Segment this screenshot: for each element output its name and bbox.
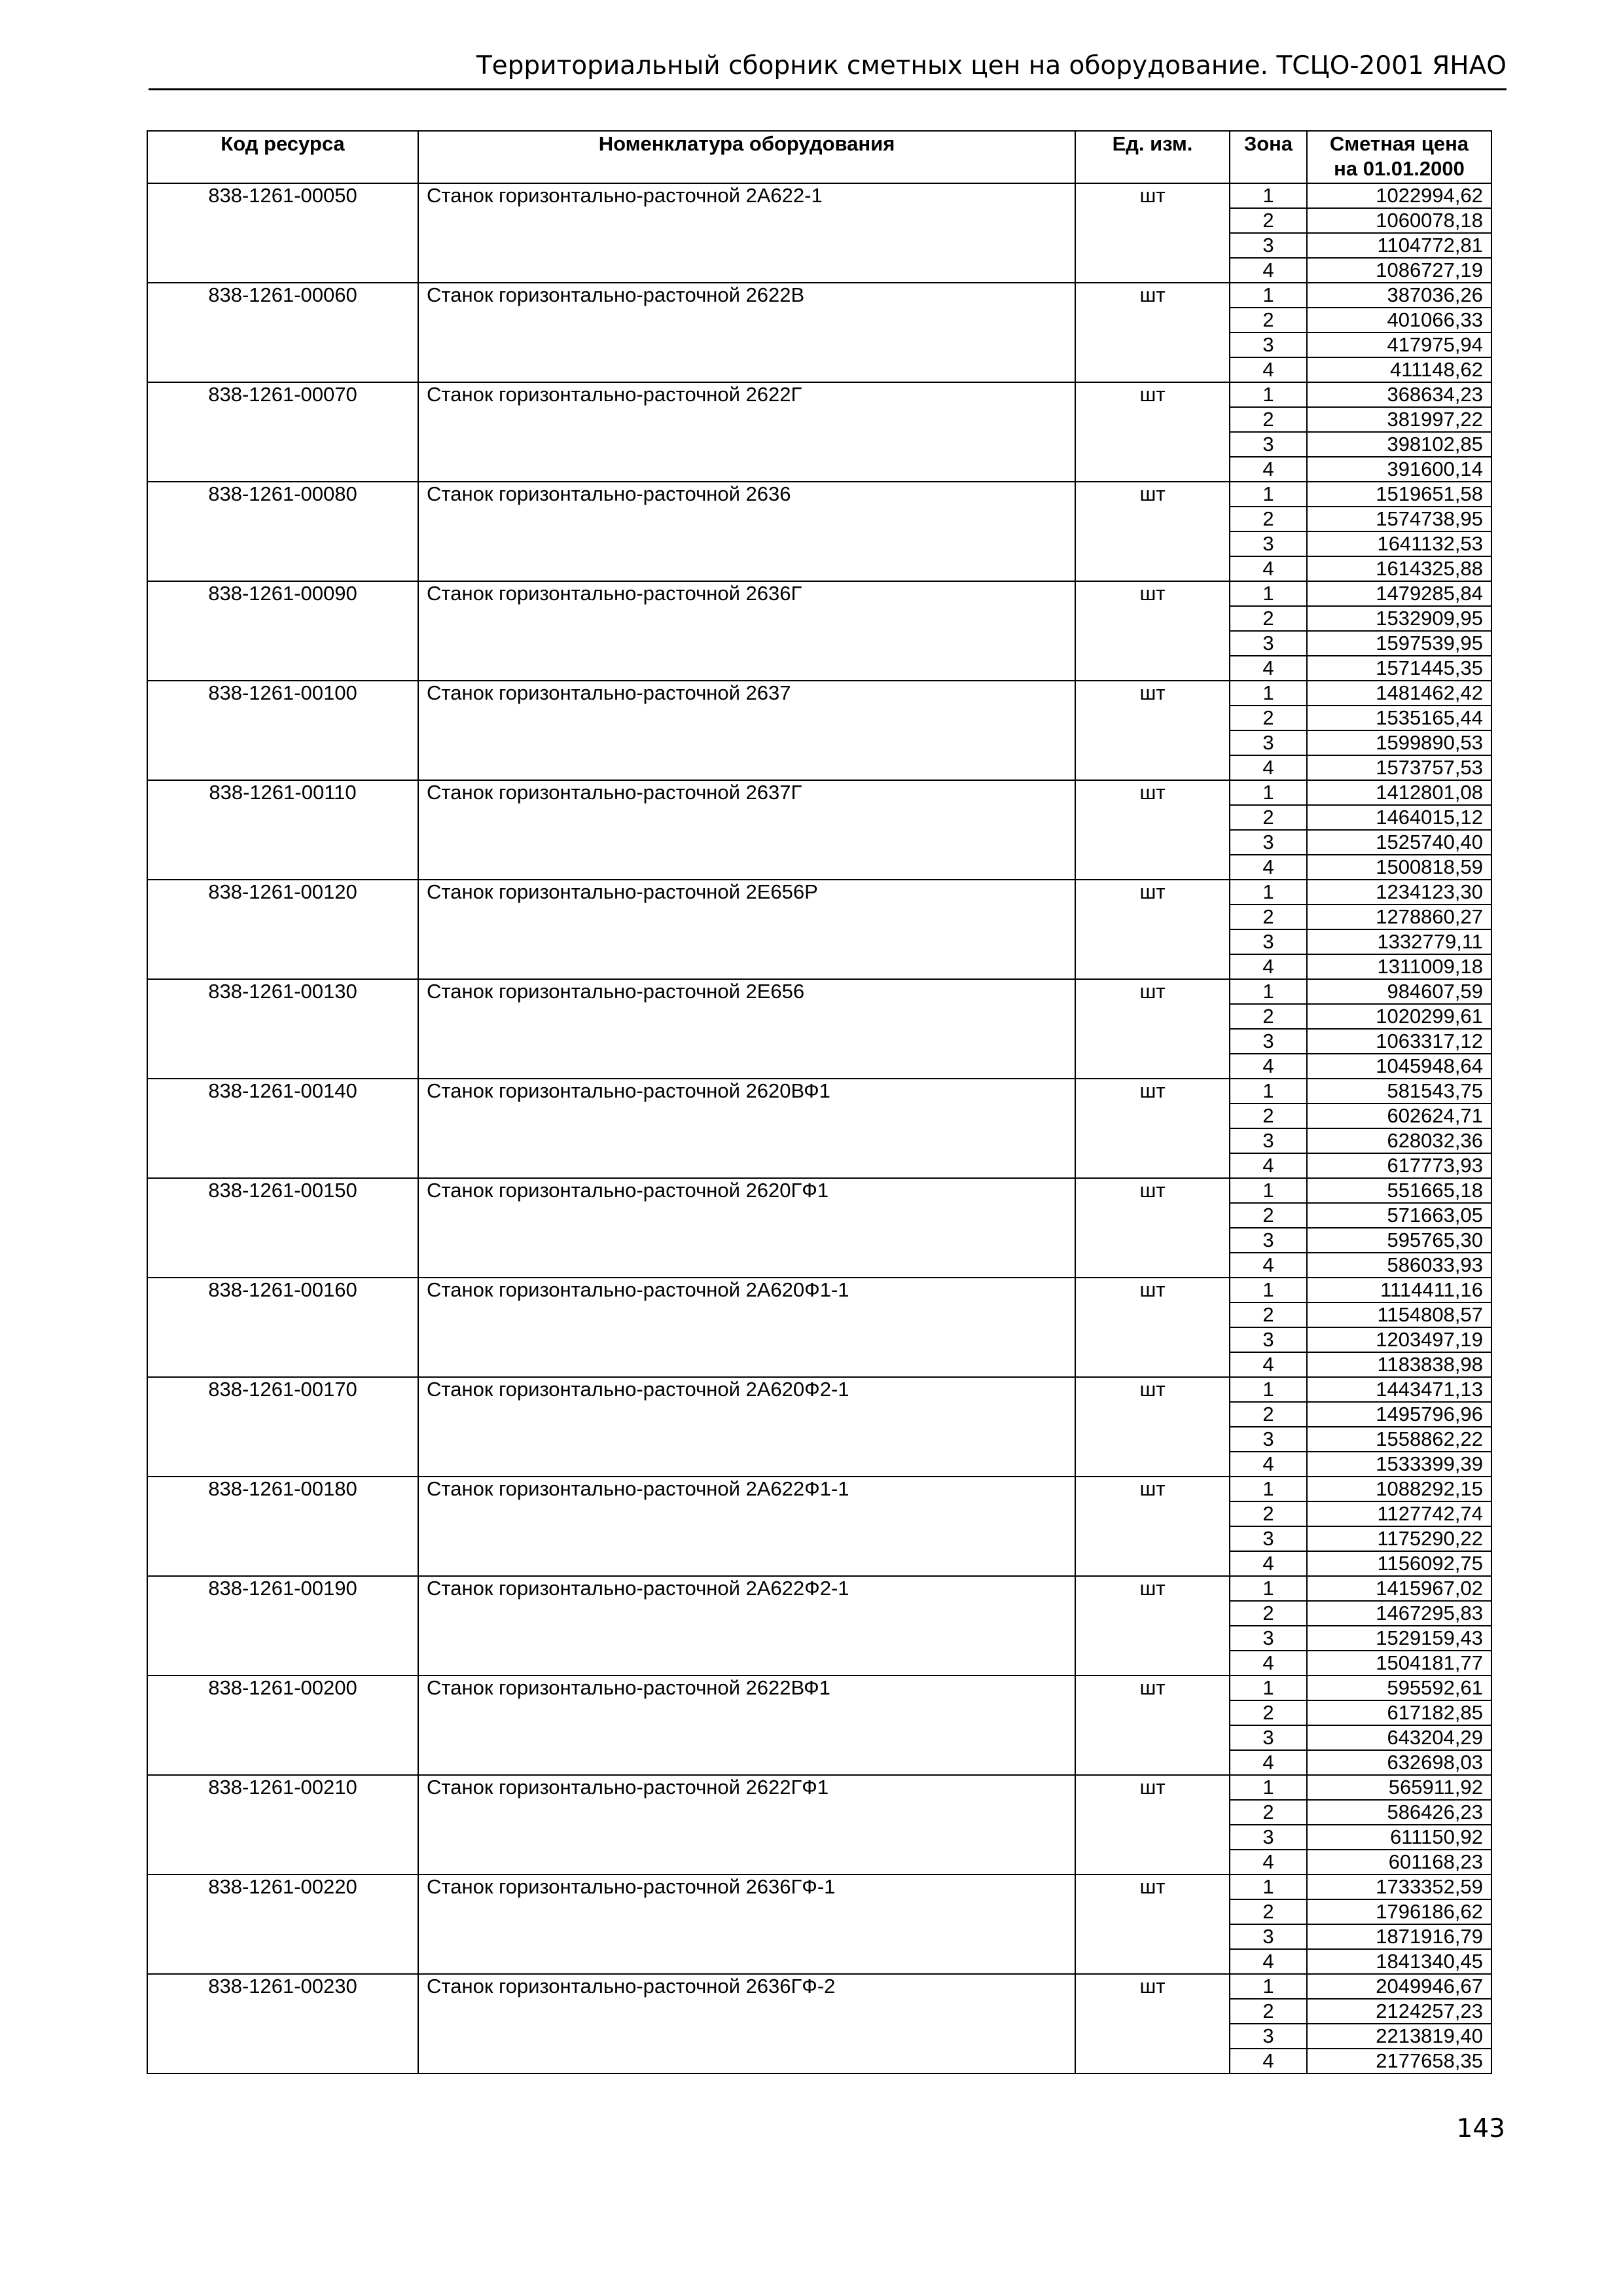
zone-cell: 2: [1230, 905, 1307, 929]
zone-cell: 3: [1230, 1228, 1307, 1253]
equipment-name-cell: Станок горизонтально-расточной 2620ВФ1: [418, 1079, 1075, 1178]
resource-code-cell: 838-1261-00210: [147, 1775, 418, 1874]
table-row: [147, 1079, 1491, 1103]
equipment-name-cell: Станок горизонтально-расточной 2Е656Р: [418, 880, 1075, 979]
resource-code-cell: 838-1261-00110: [147, 780, 418, 880]
resource-code-cell: 838-1261-00160: [147, 1278, 418, 1377]
price-cell: 1641132,53: [1307, 531, 1491, 556]
price-cell: 1020299,61: [1307, 1004, 1491, 1029]
unit-cell: шт: [1075, 1576, 1230, 1676]
price-cell: 387036,26: [1307, 283, 1491, 308]
zone-cell: 3: [1230, 1825, 1307, 1850]
price-cell: 1733352,59: [1307, 1874, 1491, 1899]
price-cell: 586033,93: [1307, 1253, 1491, 1278]
price-cell: 595765,30: [1307, 1228, 1491, 1253]
resource-code-cell: 838-1261-00120: [147, 880, 418, 979]
resource-code-cell: 838-1261-00180: [147, 1477, 418, 1576]
zone-cell: 1: [1230, 1576, 1307, 1601]
price-cell: 551665,18: [1307, 1178, 1491, 1203]
price-cell: 628032,36: [1307, 1128, 1491, 1153]
zone-cell: 4: [1230, 1452, 1307, 1477]
price-cell: 632698,03: [1307, 1750, 1491, 1775]
zone-cell: 2: [1230, 407, 1307, 432]
zone-cell: 3: [1230, 233, 1307, 258]
price-cell: 1412801,08: [1307, 780, 1491, 805]
resource-code-cell: 838-1261-00050: [147, 183, 418, 283]
zone-cell: 1: [1230, 1377, 1307, 1402]
price-cell: 602624,71: [1307, 1103, 1491, 1128]
unit-cell: шт: [1075, 382, 1230, 482]
zone-cell: 4: [1230, 556, 1307, 581]
zone-cell: 1: [1230, 1079, 1307, 1103]
zone-cell: 2: [1230, 805, 1307, 830]
zone-cell: 4: [1230, 2049, 1307, 2073]
table-row: [147, 880, 1491, 905]
price-cell: 1597539,95: [1307, 631, 1491, 656]
price-cell: 1060078,18: [1307, 208, 1491, 233]
zone-cell: 3: [1230, 1924, 1307, 1949]
table-header-row: [147, 131, 1491, 183]
unit-cell: шт: [1075, 283, 1230, 382]
price-cell: 1532909,95: [1307, 606, 1491, 631]
table-row: [147, 1178, 1491, 1203]
equipment-name-cell: Станок горизонтально-расточной 2А622-1: [418, 183, 1075, 283]
price-cell: 1571445,35: [1307, 656, 1491, 681]
zone-cell: 2: [1230, 606, 1307, 631]
resource-code-cell: 838-1261-00060: [147, 283, 418, 382]
unit-cell: шт: [1075, 581, 1230, 681]
equipment-name-cell: Станок горизонтально-расточной 2А620Ф1-1: [418, 1278, 1075, 1377]
zone-cell: 4: [1230, 1352, 1307, 1377]
equipment-name-cell: Станок горизонтально-расточной 2А622Ф1-1: [418, 1477, 1075, 1576]
zone-cell: 4: [1230, 1949, 1307, 1974]
price-cell: 391600,14: [1307, 457, 1491, 482]
zone-cell: 4: [1230, 954, 1307, 979]
unit-cell: шт: [1075, 1079, 1230, 1178]
zone-cell: 4: [1230, 1850, 1307, 1874]
price-cell: 401066,33: [1307, 308, 1491, 332]
table-row: [147, 780, 1491, 805]
equipment-name-cell: Станок горизонтально-расточной 2620ГФ1: [418, 1178, 1075, 1278]
price-cell: 1415967,02: [1307, 1576, 1491, 1601]
unit-cell: шт: [1075, 183, 1230, 283]
zone-cell: 3: [1230, 1526, 1307, 1551]
zone-cell: 4: [1230, 755, 1307, 780]
unit-cell: шт: [1075, 681, 1230, 780]
zone-cell: 3: [1230, 830, 1307, 855]
unit-cell: шт: [1075, 1974, 1230, 2073]
price-cell: 1088292,15: [1307, 1477, 1491, 1501]
table-row: [147, 1874, 1491, 1899]
zone-cell: 2: [1230, 1999, 1307, 2024]
resource-code-cell: 838-1261-00070: [147, 382, 418, 482]
price-cell: 1203497,19: [1307, 1327, 1491, 1352]
zone-cell: 4: [1230, 1054, 1307, 1079]
price-cell: 1533399,39: [1307, 1452, 1491, 1477]
zone-cell: 3: [1230, 1626, 1307, 1651]
zone-cell: 1: [1230, 1874, 1307, 1899]
zone-cell: 1: [1230, 1178, 1307, 1203]
zone-cell: 3: [1230, 1725, 1307, 1750]
resource-code-cell: 838-1261-00130: [147, 979, 418, 1079]
zone-cell: 1: [1230, 283, 1307, 308]
zone-cell: 4: [1230, 656, 1307, 681]
unit-cell: шт: [1075, 1278, 1230, 1377]
price-cell: 2049946,67: [1307, 1974, 1491, 1999]
price-cell: 2124257,23: [1307, 1999, 1491, 2024]
equipment-name-cell: Станок горизонтально-расточной 2636ГФ-1: [418, 1874, 1075, 1974]
unit-cell: шт: [1075, 1775, 1230, 1874]
table-row: [147, 681, 1491, 706]
resource-code-cell: 838-1261-00080: [147, 482, 418, 581]
price-cell: 617182,85: [1307, 1700, 1491, 1725]
table-row: [147, 581, 1491, 606]
page-number: 143: [1456, 2114, 1505, 2144]
price-cell: 368634,23: [1307, 382, 1491, 407]
price-cell: 1443471,13: [1307, 1377, 1491, 1402]
price-cell: 1175290,22: [1307, 1526, 1491, 1551]
zone-cell: 4: [1230, 1153, 1307, 1178]
resource-code-cell: 838-1261-00200: [147, 1676, 418, 1775]
price-cell: 1519651,58: [1307, 482, 1491, 507]
column-header-price: Сметная цена на 01.01.2000: [1307, 131, 1491, 183]
zone-cell: 2: [1230, 1899, 1307, 1924]
equipment-name-cell: Станок горизонтально-расточной 2637: [418, 681, 1075, 780]
price-cell: 1535165,44: [1307, 706, 1491, 730]
price-cell: 1841340,45: [1307, 1949, 1491, 1974]
resource-code-cell: 838-1261-00230: [147, 1974, 418, 2073]
table-row: [147, 283, 1491, 308]
unit-cell: шт: [1075, 1874, 1230, 1974]
table-row: [147, 183, 1491, 208]
zone-cell: 3: [1230, 332, 1307, 357]
table-row: [147, 1377, 1491, 1402]
price-cell: 1525740,40: [1307, 830, 1491, 855]
document-title: Территориальный сборник сметных цен на оборудование. ТСЦО-2001 ЯНАО: [476, 51, 1507, 81]
zone-cell: 4: [1230, 258, 1307, 283]
price-cell: 1481462,42: [1307, 681, 1491, 706]
price-cell: 1022994,62: [1307, 183, 1491, 208]
price-cell: 1464015,12: [1307, 805, 1491, 830]
equipment-name-cell: Станок горизонтально-расточной 2622ВФ1: [418, 1676, 1075, 1775]
zone-cell: 1: [1230, 382, 1307, 407]
price-cell: 1558862,22: [1307, 1427, 1491, 1452]
price-cell: 1127742,74: [1307, 1501, 1491, 1526]
price-cell: 1871916,79: [1307, 1924, 1491, 1949]
price-cell: 1063317,12: [1307, 1029, 1491, 1054]
zone-cell: 3: [1230, 1029, 1307, 1054]
equipment-name-cell: Станок горизонтально-расточной 2637Г: [418, 780, 1075, 880]
zone-cell: 1: [1230, 780, 1307, 805]
column-header-unit: Ед. изм.: [1075, 131, 1230, 183]
table-row: [147, 1477, 1491, 1501]
zone-cell: 1: [1230, 1775, 1307, 1800]
zone-cell: 2: [1230, 1501, 1307, 1526]
price-cell: 595592,61: [1307, 1676, 1491, 1700]
equipment-name-cell: Станок горизонтально-расточной 2636ГФ-2: [418, 1974, 1075, 2073]
price-cell: 1500818,59: [1307, 855, 1491, 880]
price-cell: 1529159,43: [1307, 1626, 1491, 1651]
price-cell: 586426,23: [1307, 1800, 1491, 1825]
price-cell: 1154808,57: [1307, 1302, 1491, 1327]
table-row: [147, 1278, 1491, 1302]
price-cell: 1479285,84: [1307, 581, 1491, 606]
price-cell: 1495796,96: [1307, 1402, 1491, 1427]
zone-cell: 3: [1230, 929, 1307, 954]
price-cell: 1332779,11: [1307, 929, 1491, 954]
equipment-name-cell: Станок горизонтально-расточной 2622В: [418, 283, 1075, 382]
unit-cell: шт: [1075, 1477, 1230, 1576]
table-body: [147, 183, 1491, 2073]
zone-cell: 4: [1230, 1551, 1307, 1576]
zone-cell: 1: [1230, 979, 1307, 1004]
resource-code-cell: 838-1261-00220: [147, 1874, 418, 1974]
zone-cell: 3: [1230, 1327, 1307, 1352]
zone-cell: 2: [1230, 1203, 1307, 1228]
zone-cell: 4: [1230, 457, 1307, 482]
unit-cell: шт: [1075, 1178, 1230, 1278]
equipment-name-cell: Станок горизонтально-расточной 2А622Ф2-1: [418, 1576, 1075, 1676]
equipment-name-cell: Станок горизонтально-расточной 2Е656: [418, 979, 1075, 1079]
price-cell: 617773,93: [1307, 1153, 1491, 1178]
table-row: [147, 1676, 1491, 1700]
zone-cell: 4: [1230, 855, 1307, 880]
price-cell: 417975,94: [1307, 332, 1491, 357]
zone-cell: 2: [1230, 308, 1307, 332]
zone-cell: 3: [1230, 432, 1307, 457]
zone-cell: 4: [1230, 357, 1307, 382]
table-row: [147, 1775, 1491, 1800]
zone-cell: 1: [1230, 1477, 1307, 1501]
zone-cell: 3: [1230, 631, 1307, 656]
price-cell: 1104772,81: [1307, 233, 1491, 258]
unit-cell: шт: [1075, 1676, 1230, 1775]
unit-cell: шт: [1075, 482, 1230, 581]
column-header-code: Код ресурса: [147, 131, 418, 183]
price-cell: 398102,85: [1307, 432, 1491, 457]
price-cell: 1796186,62: [1307, 1899, 1491, 1924]
unit-cell: шт: [1075, 780, 1230, 880]
price-cell: 984607,59: [1307, 979, 1491, 1004]
zone-cell: 2: [1230, 208, 1307, 233]
zone-cell: 1: [1230, 1974, 1307, 1999]
zone-cell: 2: [1230, 1302, 1307, 1327]
price-table: [147, 130, 1492, 2074]
price-cell: 1234123,30: [1307, 880, 1491, 905]
zone-cell: 1: [1230, 581, 1307, 606]
document-header: [149, 46, 1507, 90]
zone-cell: 4: [1230, 1750, 1307, 1775]
price-cell: 571663,05: [1307, 1203, 1491, 1228]
zone-cell: 1: [1230, 880, 1307, 905]
zone-cell: 3: [1230, 531, 1307, 556]
zone-cell: 2: [1230, 706, 1307, 730]
price-cell: 1183838,98: [1307, 1352, 1491, 1377]
zone-cell: 3: [1230, 2024, 1307, 2049]
unit-cell: шт: [1075, 1377, 1230, 1477]
price-cell: 581543,75: [1307, 1079, 1491, 1103]
price-cell: 1614325,88: [1307, 556, 1491, 581]
price-cell: 2213819,40: [1307, 2024, 1491, 2049]
price-cell: 1278860,27: [1307, 905, 1491, 929]
price-cell: 411148,62: [1307, 357, 1491, 382]
equipment-name-cell: Станок горизонтально-расточной 2622Г: [418, 382, 1075, 482]
zone-cell: 2: [1230, 1103, 1307, 1128]
zone-cell: 2: [1230, 1004, 1307, 1029]
table-row: [147, 1974, 1491, 1999]
price-cell: 1156092,75: [1307, 1551, 1491, 1576]
zone-cell: 3: [1230, 730, 1307, 755]
zone-cell: 4: [1230, 1253, 1307, 1278]
table-row: [147, 1576, 1491, 1601]
price-cell: 611150,92: [1307, 1825, 1491, 1850]
price-cell: 1114411,16: [1307, 1278, 1491, 1302]
price-cell: 1045948,64: [1307, 1054, 1491, 1079]
zone-cell: 1: [1230, 1676, 1307, 1700]
resource-code-cell: 838-1261-00090: [147, 581, 418, 681]
zone-cell: 1: [1230, 183, 1307, 208]
zone-cell: 1: [1230, 1278, 1307, 1302]
price-cell: 1086727,19: [1307, 258, 1491, 283]
zone-cell: 3: [1230, 1427, 1307, 1452]
resource-code-cell: 838-1261-00170: [147, 1377, 418, 1477]
zone-cell: 1: [1230, 482, 1307, 507]
price-cell: 1573757,53: [1307, 755, 1491, 780]
column-header-name: Номенклатура оборудования: [418, 131, 1075, 183]
resource-code-cell: 838-1261-00100: [147, 681, 418, 780]
price-cell: 643204,29: [1307, 1725, 1491, 1750]
zone-cell: 1: [1230, 681, 1307, 706]
zone-cell: 2: [1230, 507, 1307, 531]
zone-cell: 4: [1230, 1651, 1307, 1676]
resource-code-cell: 838-1261-00150: [147, 1178, 418, 1278]
unit-cell: шт: [1075, 979, 1230, 1079]
column-header-zone: Зона: [1230, 131, 1307, 183]
price-cell: 565911,92: [1307, 1775, 1491, 1800]
unit-cell: шт: [1075, 880, 1230, 979]
price-cell: 1574738,95: [1307, 507, 1491, 531]
zone-cell: 2: [1230, 1402, 1307, 1427]
equipment-name-cell: Станок горизонтально-расточной 2636: [418, 482, 1075, 581]
zone-cell: 2: [1230, 1601, 1307, 1626]
zone-cell: 3: [1230, 1128, 1307, 1153]
table-row: [147, 979, 1491, 1004]
equipment-name-cell: Станок горизонтально-расточной 2622ГФ1: [418, 1775, 1075, 1874]
equipment-name-cell: Станок горизонтально-расточной 2636Г: [418, 581, 1075, 681]
price-cell: 1311009,18: [1307, 954, 1491, 979]
price-cell: 1599890,53: [1307, 730, 1491, 755]
zone-cell: 2: [1230, 1800, 1307, 1825]
table-row: [147, 382, 1491, 407]
price-cell: 1467295,83: [1307, 1601, 1491, 1626]
equipment-name-cell: Станок горизонтально-расточной 2А620Ф2-1: [418, 1377, 1075, 1477]
price-cell: 601168,23: [1307, 1850, 1491, 1874]
price-cell: 381997,22: [1307, 407, 1491, 432]
resource-code-cell: 838-1261-00190: [147, 1576, 418, 1676]
resource-code-cell: 838-1261-00140: [147, 1079, 418, 1178]
price-cell: 2177658,35: [1307, 2049, 1491, 2073]
zone-cell: 2: [1230, 1700, 1307, 1725]
table-row: [147, 482, 1491, 507]
price-cell: 1504181,77: [1307, 1651, 1491, 1676]
